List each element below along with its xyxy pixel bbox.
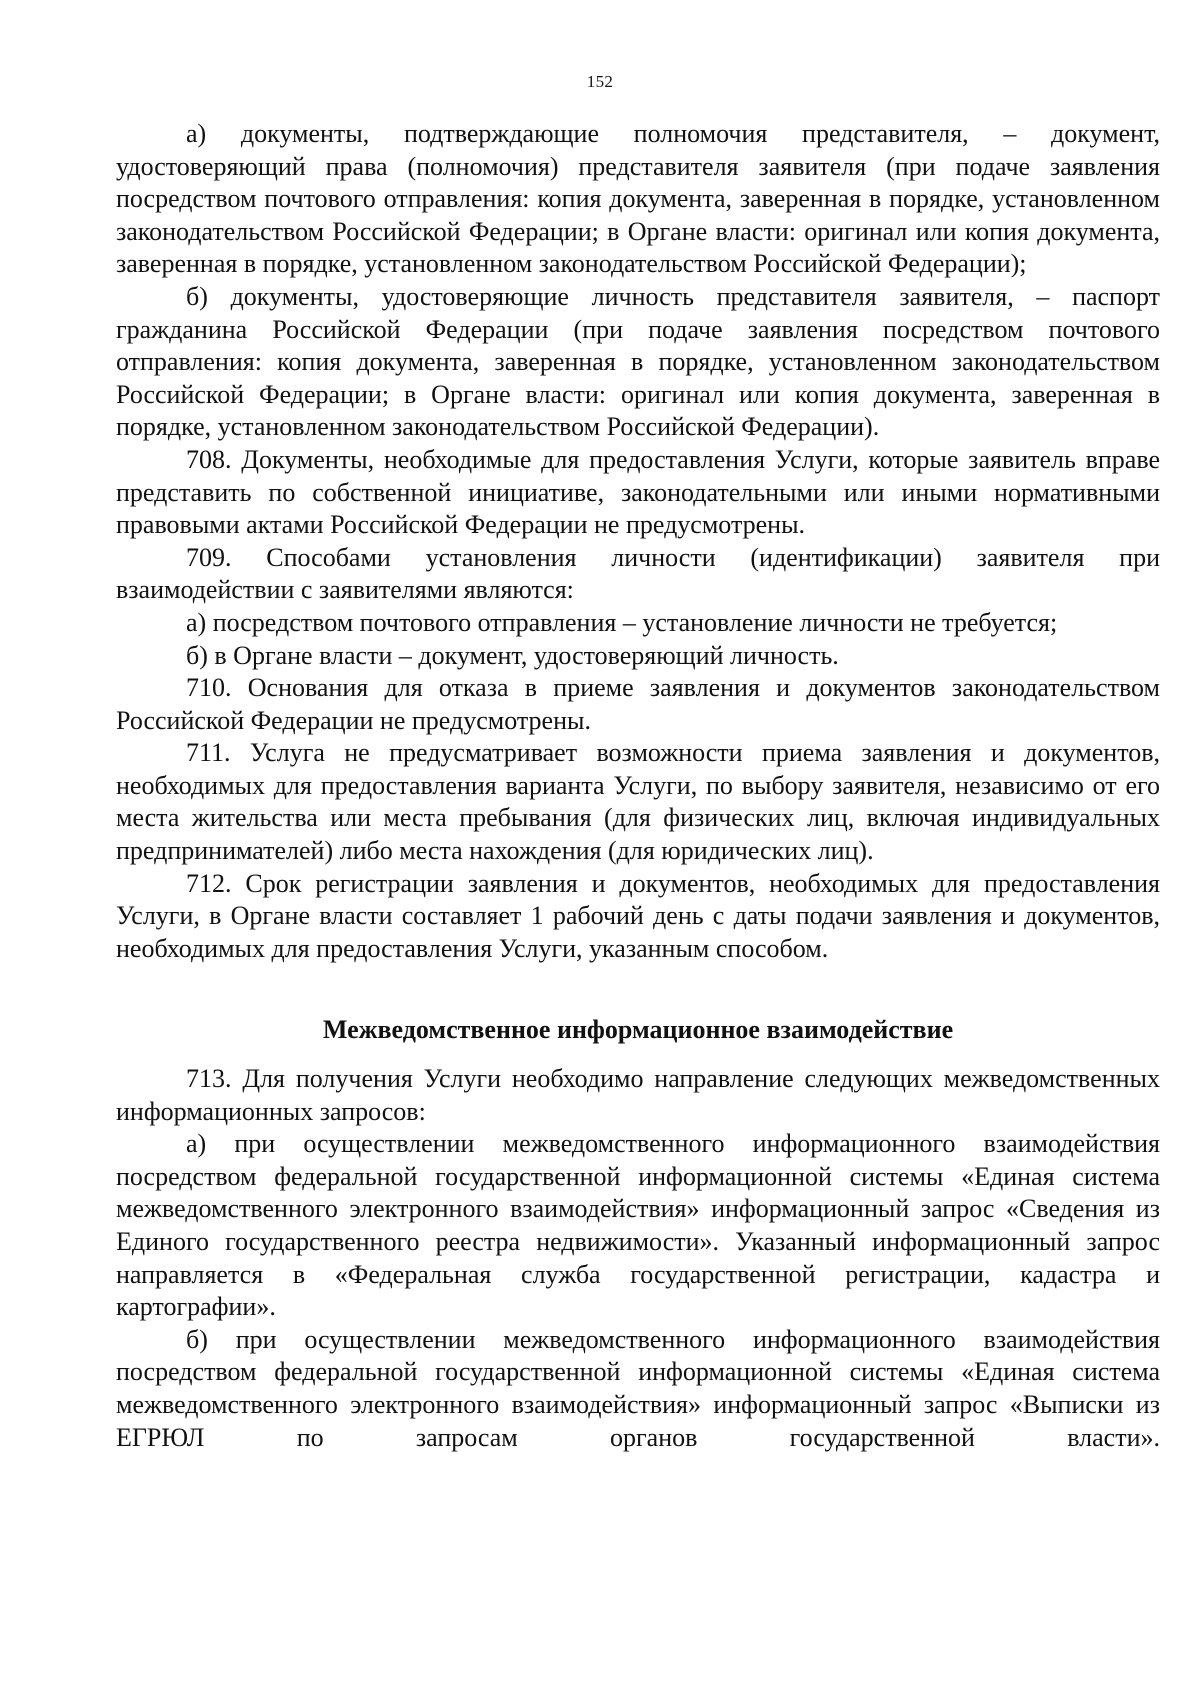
paragraph-713: 713. Для получения Услуги необходимо направление следующих межведомственных информационных запросов: bbox=[116, 1064, 1160, 1126]
paragraph-712: 712. Срок регистрации заявления и документов, необходимых для предоставления Услуги, в Органе власти составляет 1 рабочий день с даты подачи заявления и документов, необходимых для предоставления Услуги, указанным способом. bbox=[116, 868, 1160, 963]
page-number: 152 bbox=[586, 72, 614, 91]
paragraph-representative-identity-docs: б) документы, удостоверяющие личность представителя заявителя, – паспорт гражданина Российской Федерации (при подаче заявления посредством почтового отправления: копия документа, заверенная в порядке, установленном законодательством Российской Федерации; в Органе власти: оригинал или копия документа, заверенная в порядке, установленном законодательством Российской Федерации). bbox=[116, 281, 1160, 442]
paragraph-713-a: а) при осуществлении межведомственного информационного взаимодействия посредством федеральной государственной информационной системы «Единая система межведомственного электронного взаимодействия» информационный запрос «Сведения из Единого государственного реестра недвижимости». Указанный информационный запрос направляется в «Федеральная служба государственной регистрации, кадастра и картографии». bbox=[116, 1129, 1160, 1322]
paragraph-709: 709. Способами установления личности (идентификации) заявителя при взаимодействии с заявителями являются: bbox=[116, 542, 1160, 605]
document-body bbox=[116, 118, 1160, 1454]
section-heading: Межведомственное информационное взаимодействие bbox=[322, 1015, 954, 1045]
paragraph-708: 708. Документы, необходимые для предоставления Услуги, которые заявитель вправе представить по собственной инициативе, законодательными или иными нормативными правовыми актами Российской Федерации не предусмотрены. bbox=[116, 444, 1160, 540]
paragraph-709-a: а) посредством почтового отправления – установление личности не требуется; bbox=[186, 607, 1058, 637]
paragraph-713-b: б) при осуществлении межведомственного информационного взаимодействия посредством федеральной государственной информационной системы «Единая система межведомственного электронного взаимодействия» информационный запрос «Выписки из ЕГРЮЛ по запросам органов государственной власти». bbox=[116, 1324, 1160, 1452]
paragraph-709-b: б) в Органе власти – документ, удостоверяющий личность. bbox=[186, 640, 839, 670]
paragraph-representative-authority-docs: а) документы, подтверждающие полномочия представителя, – документ, удостоверяющий права (полномочия) представителя заявителя (при подаче заявления посредством почтового отправления: копия документа, заверенная в порядке, установленном законодательством Российской Федерации; в Органе власти: оригинал или копия документа, заверенная в порядке, установленном законодательством Российской Федерации); bbox=[116, 119, 1160, 279]
paragraph-711: 711. Услуга не предусматривает возможности приема заявления и документов, необходимых для предоставления варианта Услуги, по выбору заявителя, независимо от его места жительства или места пребывания (для физических лиц, включая индивидуальных предпринимателей) либо места нахождения (для юридических лиц). bbox=[116, 738, 1160, 866]
paragraph-710: 710. Основания для отказа в приеме заявления и документов законодательством Российской Федерации не предусмотрены. bbox=[116, 673, 1160, 735]
